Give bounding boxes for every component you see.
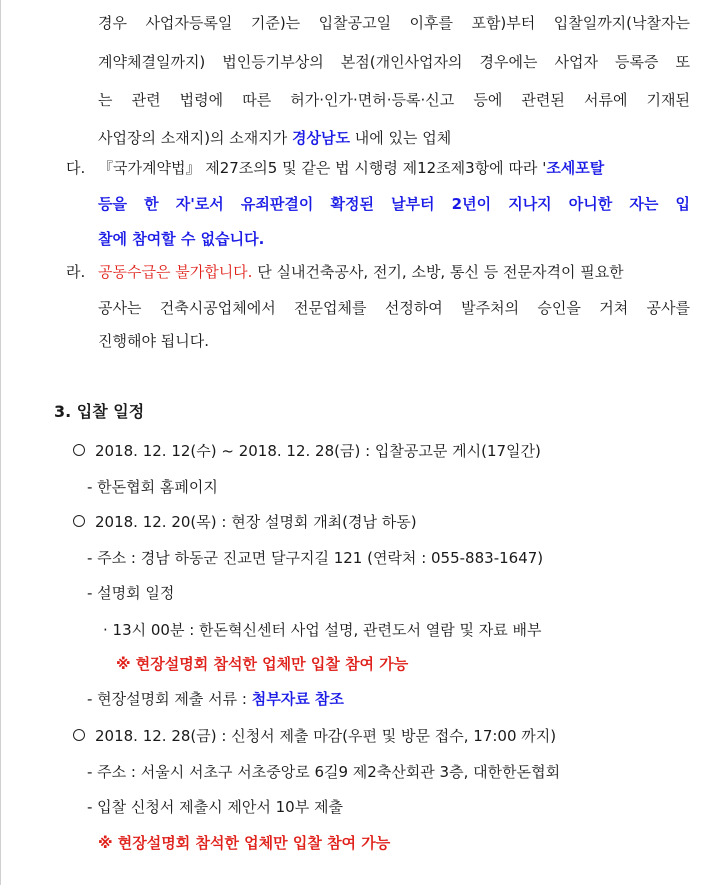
text: 등을 한 자'로서 유죄판결이 확정된 날부터 2년이 지나지 아니한 자는 입 [98, 195, 690, 213]
list-marker: 다. [66, 159, 86, 177]
schedule-subitem: - 한돈협회 홈페이지 [87, 478, 218, 496]
region-highlight: 경상남도 [292, 129, 351, 147]
schedule-detail: · 13시 00분 : 한돈혁신센터 사업 설명, 관련도서 열람 및 자료 배부 [103, 621, 542, 639]
text: 공사는 건축시공업체에서 전문업체를 선정하여 발주처의 승인을 거쳐 공사를 [98, 299, 690, 317]
notice-text: ※ 현장설명회 참석한 업체만 입찰 참여 가능 [116, 655, 409, 673]
paragraph-line [98, 158, 690, 178]
schedule-item [73, 441, 541, 461]
emphasis-line [98, 229, 264, 249]
text: 진행해야 됩니다. [98, 332, 209, 350]
list-marker: 라. [66, 263, 86, 281]
paragraph-line [98, 331, 209, 351]
text: 계약체결일까지) 법인등기부상의 본점(개인사업자의 경우에는 사업자 등록증 또 [98, 53, 690, 71]
paragraph-line [98, 13, 690, 33]
schedule-subitem: - 설명회 일정 [87, 584, 175, 602]
paragraph-line [98, 128, 451, 148]
text: 는 관련 법령에 따른 허가·인가·면허·등록·신고 등에 관련된 서류에 기재된 [98, 91, 690, 109]
text: 내에 있는 업체 [350, 129, 452, 147]
schedule-subitem: - 주소 : 경남 하동군 진교면 달구지길 121 (연락처 : 055-883-1647) [87, 549, 544, 567]
text: 찰에 참여할 수 없습니다. [98, 230, 265, 248]
text: 사업장의 소재지)의 소재지가 [98, 129, 293, 147]
schedule-subitem: - 입찰 신청서 제출시 제안서 10부 제출 [87, 798, 343, 816]
circle-bullet-icon [73, 729, 85, 741]
paragraph-line [98, 90, 690, 110]
notice-text: ※ 현장설명회 참석한 업체만 입찰 참여 가능 [98, 834, 391, 852]
text: 2018. 12. 12(수) ~ 2018. 12. 28(금) : 입찰공고문 게시(17일간) [95, 442, 541, 460]
schedule-item [73, 726, 556, 746]
schedule-subitem: - 주소 : 서울시 서초구 서초중앙로 6길9 제2축산회관 3층, 대한한돈협회 [87, 763, 561, 781]
section-heading: 3. 입찰 일정 [54, 402, 145, 421]
paragraph-line [98, 262, 624, 282]
text: 단 실내건축공사, 전기, 소방, 통신 등 전문자격이 필요한 [252, 263, 624, 281]
paragraph-line [98, 52, 690, 72]
circle-bullet-icon [73, 444, 85, 456]
schedule-subitem [87, 689, 344, 709]
text: 『국가계약법』 제27조의5 및 같은 법 시행령 제12조제3항에 따라 ' [98, 159, 547, 177]
emphasis-text: 조세포탈 [546, 159, 605, 177]
text: 2018. 12. 20(목) : 현장 설명회 개최(경남 하동) [95, 513, 417, 531]
circle-bullet-icon [73, 515, 85, 527]
emphasis-text: 첨부자료 참조 [251, 690, 344, 708]
text: 2018. 12. 28(금) : 신청서 제출 마감(우편 및 방문 접수, 17:00 까지) [95, 727, 557, 745]
schedule-item [73, 512, 417, 532]
warning-text: 공동수급은 불가합니다. [98, 263, 253, 281]
emphasis-line [98, 194, 690, 214]
paragraph-line [98, 298, 690, 318]
text: 경우 사업자등록일 기준)는 입찰공고일 이후를 포함)부터 입찰일까지(낙찰자는 [98, 14, 690, 32]
text: - 현장설명회 제출 서류 : [87, 690, 252, 708]
